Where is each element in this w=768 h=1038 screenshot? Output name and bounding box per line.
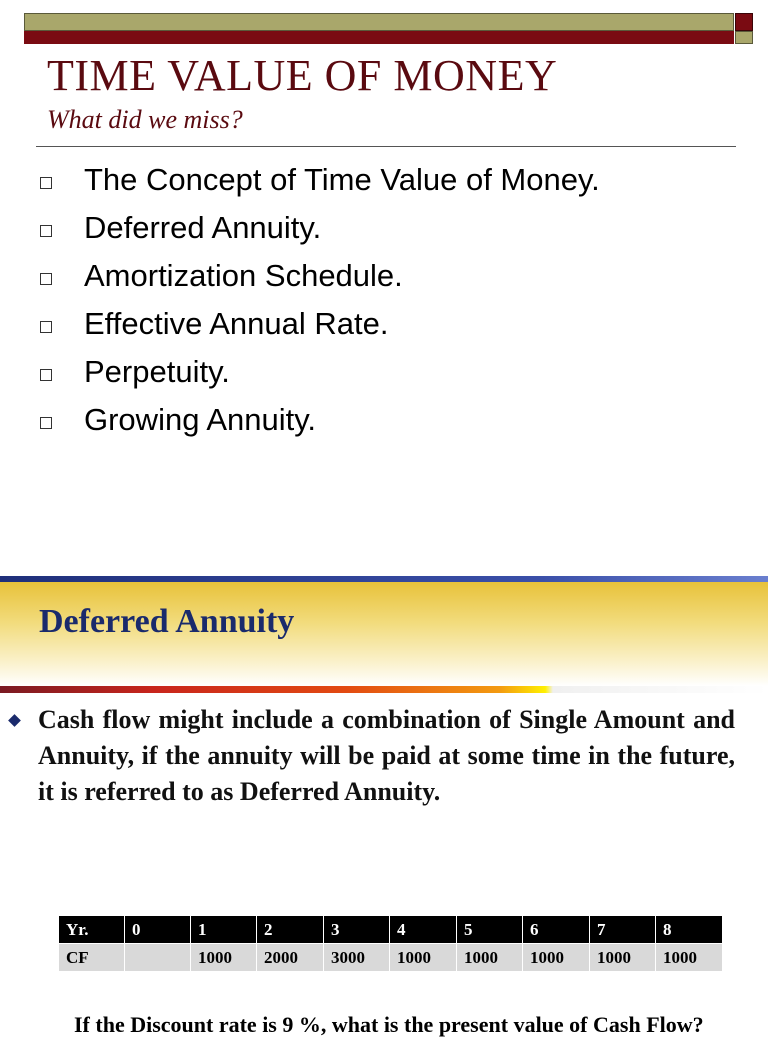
slide2-question-text: If the Discount rate is 9 %, what is the present value of Cash Flow? <box>74 1012 704 1037</box>
slide2-gradient-rule <box>0 686 768 693</box>
list-item-label: Effective Annual Rate. <box>84 306 389 341</box>
header-bar-maroon <box>24 31 734 44</box>
table-cell: 3000 <box>324 944 390 972</box>
header-square-maroon <box>735 13 753 31</box>
list-item <box>40 300 600 348</box>
table-cell: 2000 <box>257 944 324 972</box>
diamond-bullet-icon <box>8 714 21 727</box>
slide2-paragraph: Cash flow might include a combination of Single Amount and Annuity, if the annuity will be paid at some time in the future, it is referred to as Deferred Annuity. <box>38 705 735 806</box>
table-cell: 0 <box>125 916 191 944</box>
list-item <box>40 252 600 300</box>
title-divider <box>36 146 736 147</box>
table-cell: 6 <box>523 916 590 944</box>
list-item-label: The Concept of Time Value of Money. <box>84 162 600 197</box>
header-bar-olive <box>24 13 734 31</box>
square-bullet-icon <box>40 417 52 429</box>
table-header-row <box>59 916 723 944</box>
header-square-olive <box>735 31 753 44</box>
square-bullet-icon <box>40 321 52 333</box>
table-row <box>59 944 723 972</box>
list-item-label: Amortization Schedule. <box>84 258 403 293</box>
table-cell: 2 <box>257 916 324 944</box>
list-item <box>40 204 600 252</box>
list-item <box>40 396 600 444</box>
table-cell: Yr. <box>59 916 125 944</box>
list-item-label: Perpetuity. <box>84 354 230 389</box>
table-cell: 1000 <box>590 944 656 972</box>
table-cell: 1000 <box>390 944 457 972</box>
table-cell: 1000 <box>656 944 723 972</box>
cash-flow-table <box>58 915 723 972</box>
table-cell: 1000 <box>523 944 590 972</box>
table-cell: 8 <box>656 916 723 944</box>
table-cell: 1000 <box>457 944 523 972</box>
square-bullet-icon <box>40 177 52 189</box>
table-cell: CF <box>59 944 125 972</box>
square-bullet-icon <box>40 225 52 237</box>
table-cell: 1000 <box>191 944 257 972</box>
slide2-title: Deferred Annuity <box>39 603 295 640</box>
square-bullet-icon <box>40 273 52 285</box>
slide1-title: TIME VALUE OF MONEY <box>47 51 558 100</box>
table-cell: 5 <box>457 916 523 944</box>
table-cell: 1 <box>191 916 257 944</box>
topic-list <box>40 156 600 444</box>
list-item <box>40 348 600 396</box>
square-bullet-icon <box>40 369 52 381</box>
list-item-label: Deferred Annuity. <box>84 210 322 245</box>
list-item <box>40 156 600 204</box>
slide1-subtitle: What did we miss? <box>47 105 243 134</box>
table-cell: 7 <box>590 916 656 944</box>
table-cell <box>125 944 191 972</box>
table-cell: 3 <box>324 916 390 944</box>
list-item-label: Growing Annuity. <box>84 402 317 437</box>
table-cell: 4 <box>390 916 457 944</box>
